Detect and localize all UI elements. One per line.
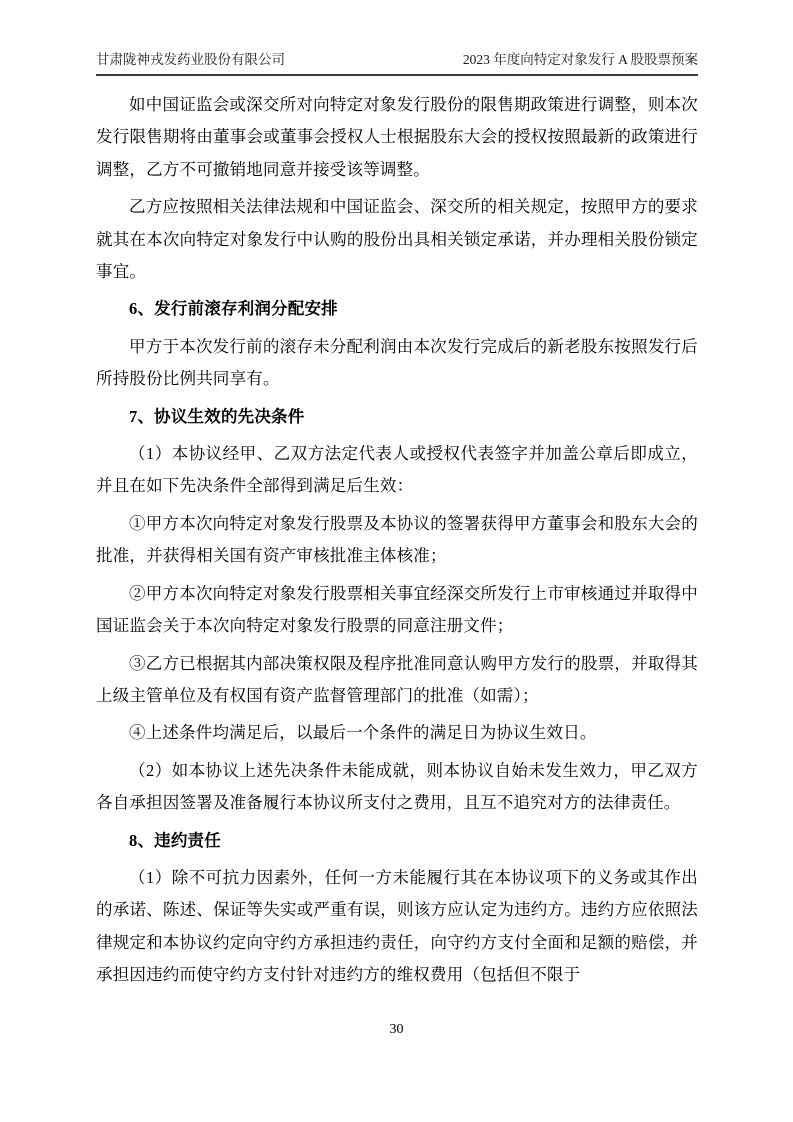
- list-item-paragraph: ④上述条件均满足后，以最后一个条件的满足日为协议生效日。: [129, 723, 597, 743]
- section-heading-6: 6、发行前滚存利润分配安排: [129, 299, 338, 319]
- paragraph: 如中国证监会或深交所对向特定对象发行股份的限售期政策进行调整，则本次发行限售期将由董事会或董事会授权人士根据股东大会的授权按照最新的政策进行调整，乙方不可撤销地同意并接受该等调整。: [96, 95, 698, 179]
- paragraph: 乙方应按照相关法律法规和中国证监会、深交所的相关规定，按照甲方的要求就其在本次向特定对象发行中认购的股份出具相关锁定承诺，并办理相关股份锁定事宜。: [96, 197, 698, 282]
- section-heading-7: 7、协议生效的先决条件: [129, 406, 305, 426]
- section-heading-8: 8、违约责任: [129, 830, 221, 850]
- list-item-paragraph: ③乙方已根据其内部决策权限及程序批准同意认购甲方发行的股票，并取得其上级主管单位及有权国有资产监督管理部门的批准（如需）；: [96, 653, 698, 705]
- paragraph: （1）除不可抗力因素外，任何一方未能履行其在本协议项下的义务或其作出的承诺、陈述、保证等失实或严重有误，则该方应认定为违约方。违约方应依照法律规定和本协议约定向守约方承担违约责任，向守约方支付全面和足额的赔偿，并承担因违约而使守约方支付针对违约方的维权费用（包括但不限于: [96, 867, 698, 985]
- page-number: 30: [389, 1022, 404, 1037]
- header-company-name: 甘肃陇神戎发药业股份有限公司: [96, 52, 285, 67]
- page-footer: [0, 1020, 793, 1040]
- paragraph: 甲方于本次发行前的滚存未分配利润由本次发行完成后的新老股东按照发行后所持股份比例共同享有。: [96, 336, 698, 389]
- list-item-paragraph: ①甲方本次向特定对象发行股票及本协议的签署获得甲方董事会和股东大会的批准，并获得相关国有资产审核批准主体核准；: [96, 513, 698, 566]
- header-document-title: 2023 年度向特定对象发行 A 股股票预案: [462, 52, 698, 67]
- page-header: [96, 50, 698, 76]
- document-body: [96, 89, 698, 997]
- list-item-paragraph: ②甲方本次向特定对象发行股票相关事宜经深交所发行上市审核通过并取得中国证监会关于本次向特定对象发行股票的同意注册文件；: [96, 583, 698, 636]
- paragraph: （2）如本协议上述先决条件未能成就，则本协议自始未发生效力，甲乙双方各自承担因签署及准备履行本协议所支付之费用，且互不追究对方的法律责任。: [96, 760, 698, 813]
- paragraph: （1）本协议经甲、乙双方法定代表人或授权代表签字并加盖公章后即成立，并且在如下先决条件全部得到满足后生效：: [96, 444, 698, 496]
